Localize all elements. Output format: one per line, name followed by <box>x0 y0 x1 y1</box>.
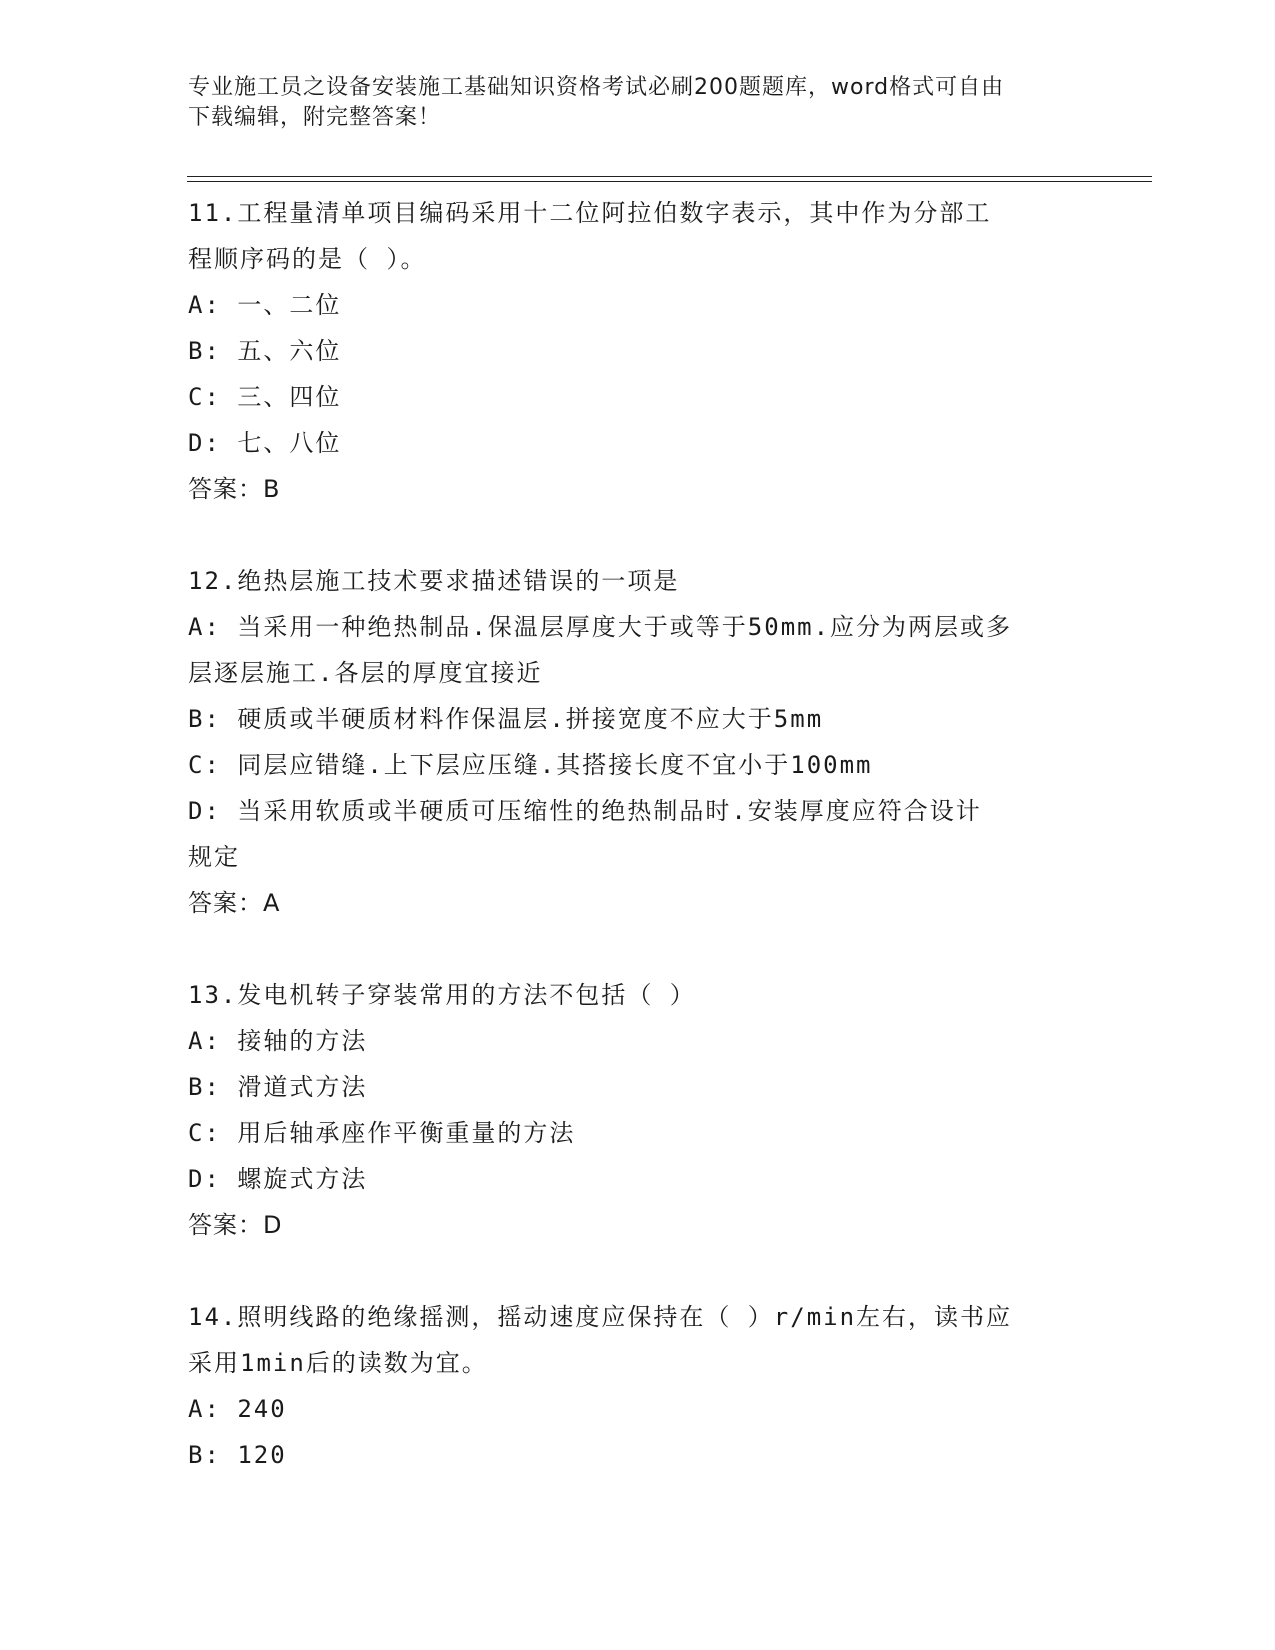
option-b: B: 滑道式方法 <box>188 1073 368 1101</box>
question-stem: 采用1min后的读数为宜。 <box>188 1349 488 1377</box>
option-b: B: 五、六位 <box>188 337 342 365</box>
header-line-2: 下载编辑，附完整答案！ <box>188 105 442 130</box>
option-d: D: 当采用软质或半硬质可压缩性的绝热制品时.安装厚度应符合设计 <box>188 797 982 825</box>
document-header <box>188 73 1088 133</box>
question-stem: 11.工程量清单项目编码采用十二位阿拉伯数字表示，其中作为分部工 <box>188 199 992 227</box>
answer: 答案：B <box>188 475 281 503</box>
question-stem: 14.照明线路的绝缘摇测，摇动速度应保持在（ ）r/min左右，读书应 <box>188 1303 1013 1331</box>
header-rule-bottom <box>187 181 1152 182</box>
option-d-continued: 规定 <box>188 843 240 871</box>
question-11 <box>188 190 1088 512</box>
option-a: A: 240 <box>188 1395 287 1423</box>
option-a: A: 接轴的方法 <box>188 1027 368 1055</box>
option-b: B: 硬质或半硬质材料作保温层.拼接宽度不应大于5mm <box>188 705 824 733</box>
answer: 答案：A <box>188 889 281 917</box>
question-14 <box>188 1294 1088 1478</box>
option-b: B: 120 <box>188 1441 287 1469</box>
option-c: C: 三、四位 <box>188 383 342 411</box>
option-a: A: 一、二位 <box>188 291 342 319</box>
question-12 <box>188 558 1088 926</box>
option-c: C: 用后轴承座作平衡重量的方法 <box>188 1119 576 1147</box>
question-stem: 12.绝热层施工技术要求描述错误的一项是 <box>188 567 680 595</box>
option-d: D: 七、八位 <box>188 429 342 457</box>
header-rule-top <box>187 176 1152 177</box>
question-13 <box>188 972 1088 1248</box>
option-a-continued: 层逐层施工.各层的厚度宜接近 <box>188 659 543 687</box>
question-stem: 程顺序码的是（ ）。 <box>188 245 427 273</box>
header-line-1: 专业施工员之设备安装施工基础知识资格考试必刷200题题库，word格式可自由 <box>188 75 1005 100</box>
answer: 答案：D <box>188 1211 283 1239</box>
option-c: C: 同层应错缝.上下层应压缝.其搭接长度不宜小于100mm <box>188 751 873 779</box>
question-stem: 13.发电机转子穿装常用的方法不包括（ ） <box>188 981 696 1009</box>
question-list <box>188 190 1088 1478</box>
option-d: D: 螺旋式方法 <box>188 1165 368 1193</box>
option-a: A: 当采用一种绝热制品.保温层厚度大于或等于50mm.应分为两层或多 <box>188 613 1013 641</box>
